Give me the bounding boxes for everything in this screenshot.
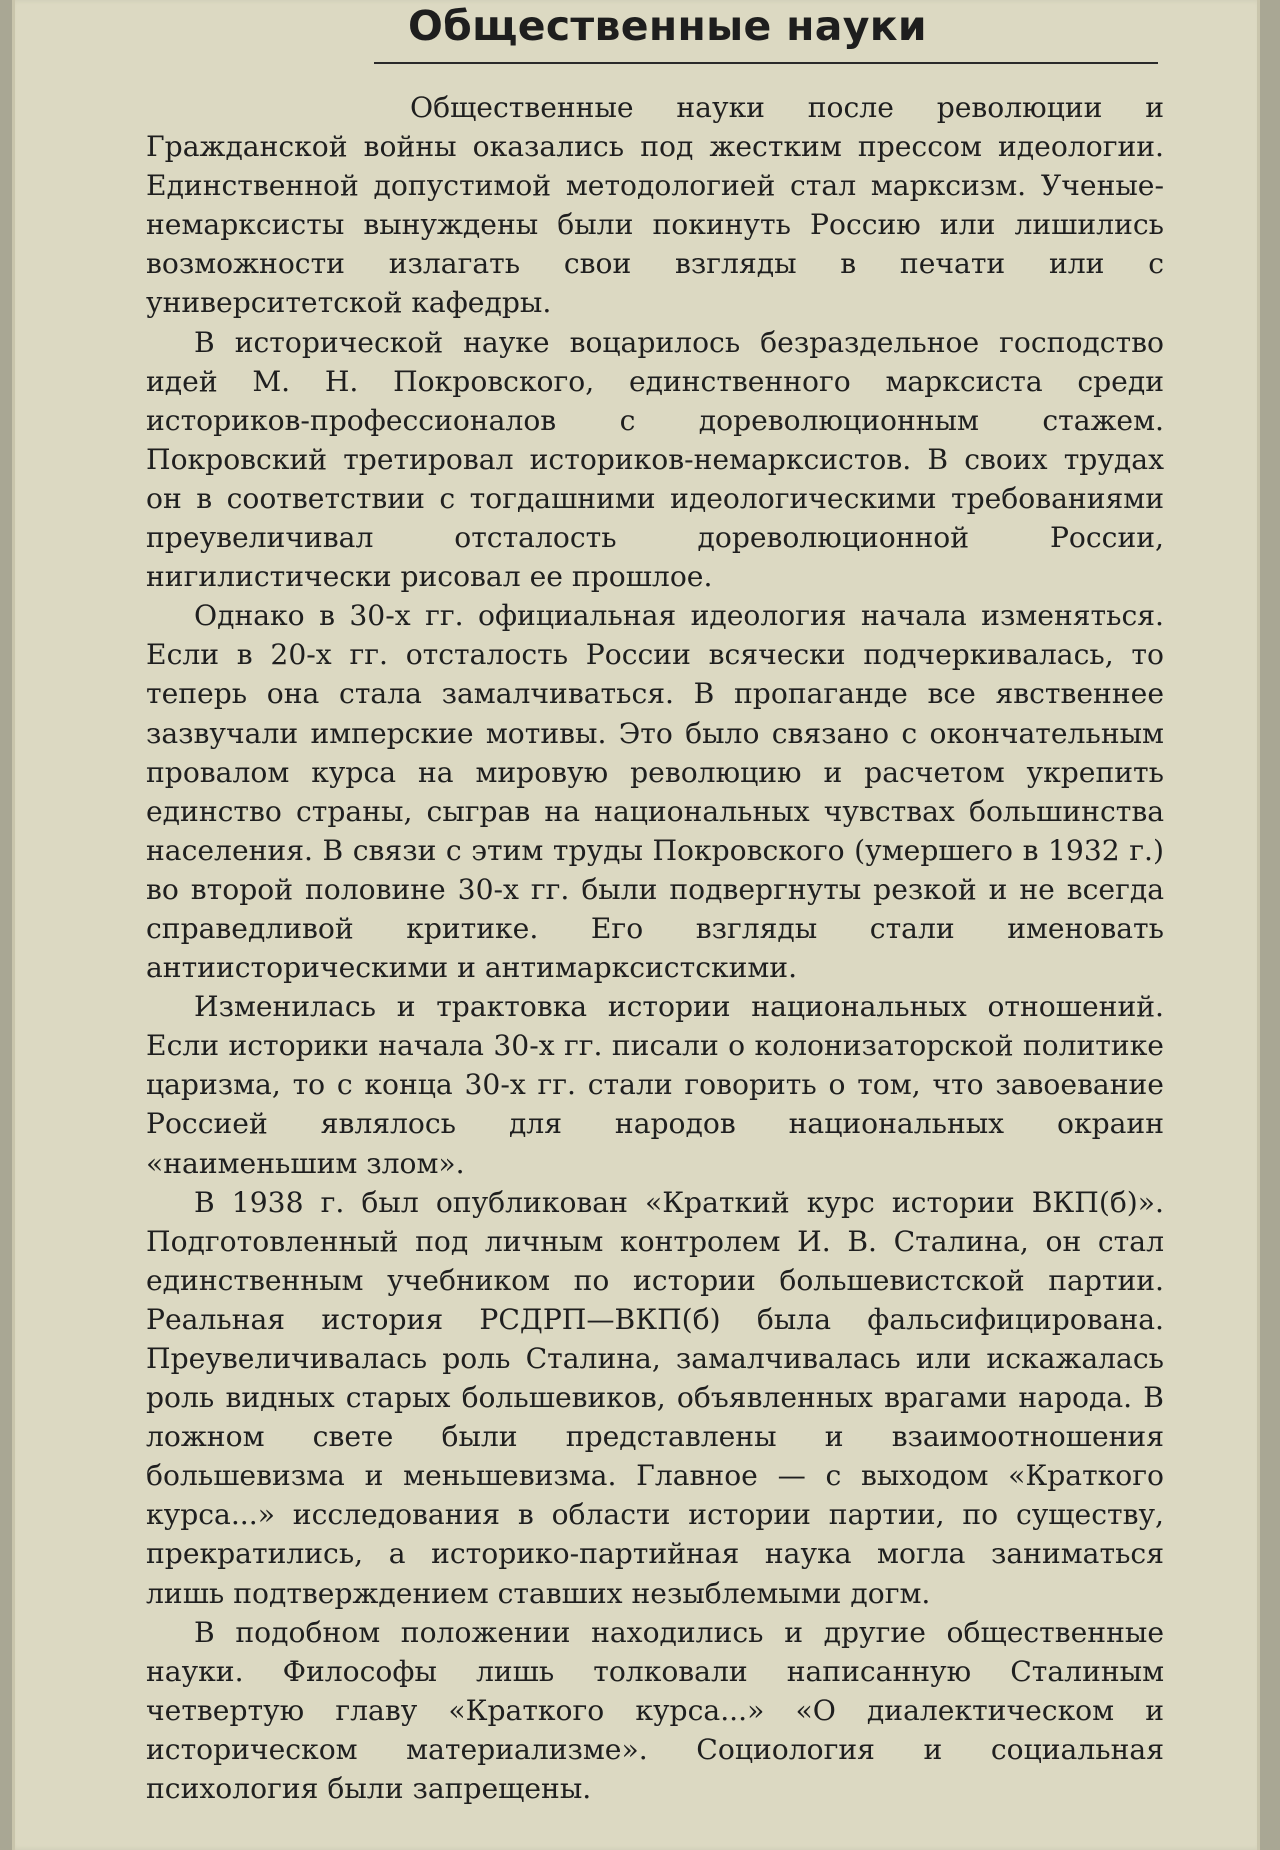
paragraph-4: Изменилась и трактовка истории национальных отношений. Если историки начала 30-х гг. писали о колонизаторской политике царизма, то с конца 30-х гг. стали говорить о том, что завоевание Россией являлось для народов национальных окраин «наименьшим злом».	[146, 990, 1164, 1180]
paragraph-2: В исторической науке воцарилось безраздельное господство идей М. Н. Покровского, единственного марксиста среди историков-профессионалов с дореволюционным стажем. Покровский третировал историков-немарксистов. В своих трудах он в соответствии с тогдашними идеологическими требованиями преувеличивал отсталость дореволюционной России, нигилистически рисовал ее прошлое.	[146, 325, 1164, 594]
paragraph-6: В подобном положении находились и другие общественные науки. Философы лишь толковали написанную Сталиным четвертую главу «Краткого курса...» «О диалектическом и историческом материализме». Социология и социальная психология были запрещены.	[146, 1615, 1164, 1806]
document-page	[12, 0, 1260, 1850]
paragraph-5: В 1938 г. был опубликован «Краткий курс истории ВКП(б)». Подготовленный под личным контролем И. В. Сталина, он стал единственным учебником по истории большевистской партии. Реальная история РСДРП—ВКП(б) была фальсифицирована. Преувеличивалась роль Сталина, замалчивалась или искажалась роль видных старых большевиков, объявленных врагами народа. В ложном свете были представлены и взаимоотношения большевизма и меньшевизма. Главное — с выходом «Краткого курса...» исследования в области истории партии, по существу, прекратились, а историко-партийная наука могла заниматься лишь подтверждением ставших незыблемыми догм.	[146, 1185, 1164, 1610]
page-title	[12, 2, 1260, 50]
page-title-text: Общественные науки	[408, 2, 927, 50]
title-underline	[374, 62, 1158, 64]
body-text	[146, 88, 1164, 1808]
paragraph-3: Однако в 30-х гг. официальная идеология начала изменяться. Если в 20-х гг. отсталость России всячески подчеркивалась, то теперь она стала замалчиваться. В пропаганде все явственнее зазвучали имперские мотивы. Это было связано с окончательным провалом курса на мировую революцию и расчетом укрепить единство страны, сыграв на национальных чувствах большинства населения. В связи с этим труды Покровского (умершего в 1932 г.) во второй половине 30-х гг. были подвергнуты резкой и не всегда справедливой критике. Его взгляды стали именовать антиисторическими и антимарксистскими.	[146, 599, 1164, 985]
paragraph-1: Общественные науки после революции и Гражданской войны оказались под жестким прессом идеологии. Единственной допустимой методологией стал марксизм. Ученые-немарксисты вынуждены были покинуть Россию или лишились возможности излагать свои взгляды в печати или с университетской кафедры.	[146, 91, 1164, 320]
